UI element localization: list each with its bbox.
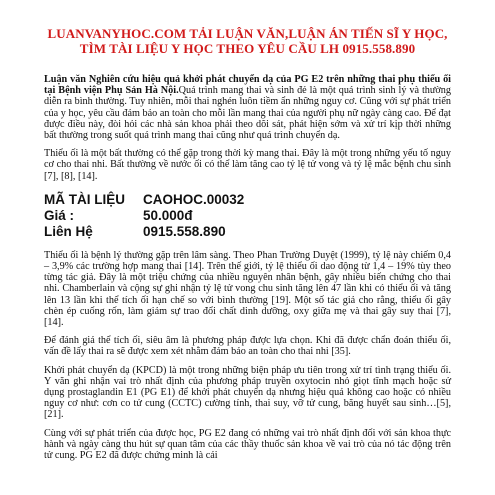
info-row-price [44,208,451,224]
document-body [44,74,451,461]
banner-line-2: TÌM TÀI LIỆU Y HỌC THEO YÊU CẦU LH 0915.558.890 [79,41,416,56]
info-row-code [44,192,451,208]
paragraph-induction: Khởi phát chuyển dạ (KPCD) là một trong những biện pháp ưu tiên trong xử trí tình trạng thiểu ối. Y văn ghi nhận vai trò nhất định của phương pháp truyền oxytocin nhỏ giọt tĩnh mạch hoặc sử dụng prostaglandin E1 (PG E1) để khởi phát chuyển dạ nhưng hiệu quả không cao hoặc có nhiều nguy cơ như: cơn co tử cung (CCTC) cường tính, thai suy, vỡ tử cung, băng huyết sau sinh…[5], [21]. [44,364,451,421]
paragraph-intro-text: Quá trình mang thai và sinh đẻ là một quá trình sinh lý và thường diễn ra bình thường. Tuy nhiên, mỗi thai nghén luôn tiềm ẩn những nguy cơ. Cũng với sự phát triển của y học, yêu cầu đảm bảo an toàn cho mỗi lần mang thai của người phụ nữ ngày càng cao. Để đạt được điều này, đòi hỏi các nhà sản khoa phải theo dõi sát, phát hiện sớm và xử trí kịp thời những bất thường trong suốt quá trình mang thai cũng như quá trình chuyển dạ. [44,85,451,142]
info-contact-label: Liên Hệ [44,223,93,239]
info-code-value: CAOHOC.00032 [143,191,245,207]
paragraph-pge2: Cùng với sự phát triển của được học, PG E2 đang có những vai trò nhất định đối với sản khoa thực hành và ngày càng thu hút sự quan tâm của các thầy thuốc sản khoa về vai trò của nó tác động trên tử cung. PG E2 đã được chứng minh là cái [44,427,451,462]
document-title-lead: Luận văn Nghiên cứu hiệu quả khởi phát chuyển dạ của PG E2 trên những thai phụ thiểu ối tại Bệnh viện Phụ Sản Hà Nội. [44,74,451,97]
document-info-block [44,192,451,240]
promo-banner [44,26,451,56]
paragraph-oligohydramnios: Thiểu ối là một bất thường có thể gặp trong thời kỳ mang thai. Đây là một trong những yếu tố nguy cơ cho thai nhi. Bất thường về nước ối có thể làm tăng cao tỷ lệ tử vong và tỷ lệ mắc bệnh chu sinh [7], [8], [14]. [44,148,451,182]
info-row-contact [44,224,451,240]
banner-line-1: LUANVANYHOC.COM TẢI LUẬN VĂN,LUẬN ÁN TIẾN SĨ Y HỌC, [47,26,448,41]
paragraph-ultrasound: Để đánh giá thể tích ối, siêu âm là phương pháp được lựa chọn. Khi đã được chẩn đoán thiểu ối, vấn đề lấy thai ra sẽ được xem xét nhằm đảm bảo an toàn cho thai nhi [35]. [44,335,451,358]
paragraph-prevalence: Thiểu ối là bệnh lý thường gặp trên lâm sàng. Theo Phan Trường Duyệt (1999), tỷ lệ này chiếm 0,4 – 3,9% các trường hợp mang thai [14]. Trên thế giới, tỷ lệ thiểu ối dao động từ 1,4 – 19% tùy theo từng tác giả. Đây là một triệu chứng của nhiều nguyên nhân bệnh, gây nhiều biến chứng cho thai nhi. Chamberlain và cộng sự ghi nhận tỷ lệ tử vong chu sinh tăng lên 47 lần khi có thiểu ối và tăng lên 13 lần khi thể tích ối hạn chế so với bình thường [19]. Một số tác giả cho rằng, thiểu ối gây chèn ép cuống rốn, làm giảm sự trao đổi chất dinh dưỡng, oxy giữa mẹ và thai gây suy thai [7], [14]. [44,249,451,329]
info-contact-value: 0915.558.890 [143,223,226,239]
info-price-label: Giá : [44,207,75,223]
info-code-label: MÃ TÀI LIỆU [44,191,125,207]
info-price-value: 50.000đ [143,207,193,223]
paragraph-intro [44,74,451,141]
